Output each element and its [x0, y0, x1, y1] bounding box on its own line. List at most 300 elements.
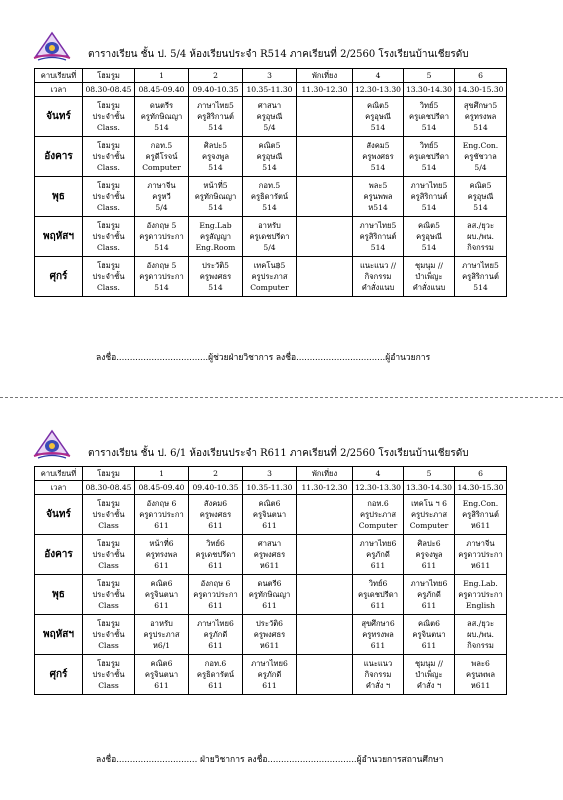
cell-line: ครูเดชปรีดา: [249, 232, 290, 241]
cell-line: พละ6: [471, 659, 490, 668]
cell-line: ภาษาไทย5: [359, 221, 397, 230]
day-name: พุธ: [35, 575, 83, 615]
lunch-cell: [297, 177, 353, 217]
day-row: [35, 217, 507, 257]
cell-line: ห514: [368, 203, 388, 212]
cell-line: 514: [154, 243, 169, 252]
cell-line: Computer: [409, 521, 449, 530]
cell-line: โฮมรูม: [97, 261, 120, 270]
class-cell: [135, 177, 189, 217]
class-cell: [135, 655, 189, 695]
cell-line: วิทย์5: [419, 141, 439, 150]
cell-line: ประจำชั้น: [92, 670, 125, 679]
cell-line: อังกฤษ 6: [200, 579, 231, 588]
cell-line: ครูพงศธร: [362, 152, 394, 161]
cell-line: ประจำชั้น: [92, 152, 125, 161]
cell-line: Class.: [97, 243, 120, 252]
class-cell: [353, 535, 404, 575]
cell-line: ประวัติ5: [201, 261, 229, 270]
cell-line: ครูอุษณี: [467, 192, 494, 201]
time-cell: 14.30-15.30: [455, 83, 507, 97]
cell-line: ผบ./พน.: [467, 630, 494, 639]
cell-line: คณิต5: [469, 181, 492, 190]
cell-line: 611: [370, 601, 386, 610]
cell-line: ครูสิริกานต์: [197, 112, 234, 121]
cell-line: โฮมรูม: [97, 181, 120, 190]
day-name: พฤหัสฯ: [35, 615, 83, 655]
cell-line: ครูดาวประกา: [139, 272, 184, 281]
cell-line: ครูสิริกานต์: [410, 192, 448, 201]
header-cell: 2: [189, 69, 243, 83]
lunch-cell: [297, 615, 353, 655]
day-name: อังคาร: [35, 535, 83, 575]
time-cell: 08.45-09.40: [135, 481, 189, 495]
class-cell: [353, 655, 404, 695]
cell-line: ชุมนุม //: [415, 659, 443, 668]
cell-line: 611: [208, 681, 223, 690]
time-cell: 09.40-10.35: [189, 83, 243, 97]
cell-line: 5/4: [474, 163, 487, 172]
time-cell: 13.30-14.30: [404, 481, 455, 495]
class-cell: [83, 257, 135, 297]
class-cell: [83, 495, 135, 535]
cell-line: แนะแนว: [363, 659, 393, 668]
lunch-cell: [297, 535, 353, 575]
cell-line: 514: [208, 123, 223, 132]
cell-line: หน้าที่5: [203, 181, 228, 190]
class-cell: [189, 217, 243, 257]
day-row: [35, 655, 507, 695]
header-cell: โฮมรูม: [83, 69, 135, 83]
cell-line: 611: [208, 561, 223, 570]
header-cell: 5: [404, 69, 455, 83]
class-cell: [455, 137, 507, 177]
cell-line: อังกฤษ 5: [146, 221, 177, 230]
class-cell: [243, 535, 297, 575]
class-cell: [404, 535, 455, 575]
cell-line: 611: [154, 561, 169, 570]
cell-line: ภาษาจีน: [466, 539, 495, 548]
cell-line: 514: [421, 203, 437, 212]
day-rows: [35, 495, 507, 695]
class-cell: [455, 535, 507, 575]
cell-line: โฮมรูม: [97, 221, 120, 230]
cell-line: Eng.Room: [195, 243, 236, 252]
cell-line: ครูดาวประกา: [458, 590, 503, 599]
cell-line: ห611: [259, 561, 280, 570]
timetable: [34, 466, 507, 695]
cell-line: กิจกรรม: [467, 243, 494, 252]
cell-line: วิทย์6: [368, 579, 388, 588]
header-cell: คาบเรียนที่: [35, 69, 83, 83]
cell-line: Eng.Lab.: [463, 579, 498, 588]
class-cell: [243, 575, 297, 615]
cell-line: ครูอุษณี: [416, 232, 442, 241]
cell-line: ครูเดชปรีดา: [409, 152, 449, 161]
cell-line: Computer: [250, 283, 289, 292]
cell-line: ครูดาวประกา: [458, 550, 503, 559]
cell-line: สุขศึกษา6: [361, 619, 395, 628]
cell-line: ประจำชั้น: [92, 272, 125, 281]
cut-line: [0, 397, 563, 398]
class-cell: [135, 97, 189, 137]
cell-line: สังคม6: [203, 499, 228, 508]
lunch-cell: [297, 137, 353, 177]
cell-line: คณิต6: [418, 619, 440, 628]
class-cell: [455, 495, 507, 535]
header-cell: 6: [455, 467, 507, 481]
cell-line: ห611: [470, 561, 491, 570]
cell-line: ครูชัชวาล: [464, 152, 497, 161]
cell-line: Class: [98, 601, 119, 610]
cell-line: โฮมรูม: [97, 499, 120, 508]
cell-line: Class.: [97, 283, 120, 292]
class-cell: [135, 137, 189, 177]
cell-line: ภาษาไทย5: [197, 101, 234, 110]
class-cell: [189, 137, 243, 177]
time-row: [35, 83, 507, 97]
header-cell: 5: [404, 467, 455, 481]
header-cell: 2: [189, 467, 243, 481]
cell-line: คณิต5: [367, 101, 389, 110]
cell-line: วิทย์6: [206, 539, 225, 548]
cell-line: ครูภักดี: [417, 590, 441, 599]
cell-line: คณิต5: [258, 141, 281, 150]
cell-line: ชุมนุม //: [415, 261, 443, 270]
cell-line: คำสั่ง ฯ: [416, 681, 442, 690]
header-cell: คาบเรียนที่: [35, 467, 83, 481]
cell-line: โฮมรูม: [97, 579, 120, 588]
cell-line: ครูนพพล: [363, 192, 393, 201]
cell-line: อาหรับ: [258, 221, 281, 230]
class-cell: [135, 535, 189, 575]
cell-line: ครูจงพูล: [415, 550, 443, 559]
class-cell: [455, 615, 507, 655]
class-cell: [189, 575, 243, 615]
class-cell: [243, 217, 297, 257]
header-cell: พักเที่ยง: [297, 467, 353, 481]
cell-line: ห6/1: [152, 641, 171, 650]
school-logo-icon: [32, 428, 72, 460]
cell-line: เทคโน ฯ 6: [411, 499, 447, 508]
cell-line: ครูประภาส: [359, 510, 397, 519]
cell-line: 611: [154, 601, 169, 610]
cell-line: ครูพงศธร: [199, 510, 232, 519]
class-cell: [455, 575, 507, 615]
cell-line: อาหรับ: [150, 619, 173, 628]
lunch-cell: [297, 257, 353, 297]
cell-line: ประจำชั้น: [92, 510, 125, 519]
class-cell: [353, 615, 404, 655]
cell-line: ดนตรีร: [149, 101, 174, 110]
cell-line: English: [466, 601, 495, 610]
class-cell: [135, 257, 189, 297]
cell-line: ประวัติ6: [255, 619, 283, 628]
class-cell: [404, 615, 455, 655]
cell-line: 514: [208, 163, 223, 172]
cell-line: ครูทรงพล: [145, 550, 178, 559]
cell-line: อังกฤษ 5: [146, 261, 177, 270]
cell-line: Class: [98, 681, 119, 690]
signature-line: ลงชื่อ..................................ผู้ช่วยฝ่ายวิชาการ ลงชื่อ.................................ผู้อำนวยการ: [96, 353, 431, 363]
class-cell: [455, 257, 507, 297]
cell-line: ครูประภาส: [251, 272, 288, 281]
cell-line: 514: [421, 123, 437, 132]
cell-line: ภาษาไทย6: [359, 539, 397, 548]
class-cell: [404, 97, 455, 137]
cell-line: Class: [98, 521, 119, 530]
cell-line: ครูจินตนา: [144, 670, 179, 679]
cell-line: กอท.5: [150, 141, 173, 150]
cell-line: Class.: [97, 163, 120, 172]
class-cell: [83, 575, 135, 615]
cell-line: 514: [208, 283, 223, 292]
cell-line: ครูเดชปรีดา: [195, 550, 236, 559]
cell-line: แนะแนว //: [359, 261, 397, 270]
day-row: [35, 257, 507, 297]
class-cell: [353, 495, 404, 535]
cell-line: ครูพงศธร: [199, 272, 232, 281]
cell-line: Eng.Lab: [199, 221, 232, 230]
cell-line: ครูประภาส: [143, 630, 180, 639]
cell-line: 514: [154, 123, 169, 132]
cell-line: ภาษาไทย6: [197, 619, 234, 628]
cell-line: โฮมรูม: [97, 539, 120, 548]
cell-line: ครูจงพูล: [202, 152, 229, 161]
class-cell: [353, 257, 404, 297]
class-cell: [189, 495, 243, 535]
class-cell: [353, 177, 404, 217]
day-name: พุธ: [35, 177, 83, 217]
cell-line: 611: [262, 601, 277, 610]
cell-line: โฮมรูม: [97, 659, 120, 668]
cell-line: ครูสิริกานต์: [462, 510, 499, 519]
time-cell: 08.30-08.45: [83, 83, 135, 97]
cell-line: Eng.Con.: [462, 499, 499, 508]
time-cell: 12.30-13.30: [353, 481, 404, 495]
class-cell: [135, 217, 189, 257]
cell-line: ครูสัญญา: [200, 232, 231, 241]
cell-line: ครูภักดี: [203, 630, 228, 639]
timetable: [34, 68, 507, 297]
cell-line: ครูทักษิณญา: [194, 192, 237, 201]
cell-line: Class.: [97, 203, 120, 212]
class-cell: [135, 495, 189, 535]
time-row: [35, 481, 507, 495]
cell-line: อังกฤษ 6: [146, 499, 177, 508]
cell-line: ศาสนา: [257, 101, 282, 110]
cell-line: ภาษาไทย5: [462, 261, 499, 270]
class-cell: [243, 655, 297, 695]
class-cell: [83, 97, 135, 137]
cell-line: คำสั่ง ฯ: [365, 681, 391, 690]
class-cell: [404, 575, 455, 615]
time-cell: 11.30-12.30: [297, 83, 353, 97]
day-row: [35, 97, 507, 137]
time-cell: 08.30-08.45: [83, 481, 135, 495]
cell-line: 611: [208, 521, 223, 530]
time-cell: 09.40-10.35: [189, 481, 243, 495]
header-cell: 4: [353, 467, 404, 481]
lunch-cell: [297, 575, 353, 615]
day-name: อังคาร: [35, 137, 83, 177]
cell-line: 611: [262, 521, 277, 530]
cell-line: ศิลปะ6: [417, 539, 441, 548]
period-header-row: [35, 69, 507, 83]
signature-line: ลงชื่อ.............................. ฝ่ายวิชาการ ลงชื่อ.................................ผู้อำนวยการสถานศึกษา: [96, 755, 444, 765]
cell-line: ห611: [470, 521, 491, 530]
cell-line: บำเพ็ญะ: [415, 272, 443, 281]
cell-line: คำสั่งแนบ: [361, 283, 395, 292]
class-cell: [243, 97, 297, 137]
class-cell: [83, 137, 135, 177]
cell-line: ครูทักษิณญา: [248, 590, 291, 599]
header-cell: 3: [243, 69, 297, 83]
cell-line: คำสั่งแนบ: [412, 283, 446, 292]
header-cell: 1: [135, 69, 189, 83]
day-row: [35, 137, 507, 177]
class-cell: [455, 655, 507, 695]
cell-line: คณิต6: [150, 659, 173, 668]
cell-line: หน้าที่6: [149, 539, 174, 548]
cell-line: 514: [154, 283, 169, 292]
cell-line: ประจำชั้น: [92, 630, 125, 639]
time-cell: 13.30-14.30: [404, 83, 455, 97]
cell-line: ครูจินตนา: [252, 510, 287, 519]
cell-line: ครูทรงพล: [362, 630, 394, 639]
cell-line: ประจำชั้น: [92, 590, 125, 599]
header-cell: โฮมรูม: [83, 467, 135, 481]
cell-line: 611: [154, 681, 169, 690]
cell-line: 514: [370, 243, 386, 252]
cell-line: 611: [208, 601, 223, 610]
cell-line: ครูสิริกานต์: [462, 272, 499, 281]
cell-line: เทคโน฿5: [253, 261, 286, 270]
class-cell: [455, 97, 507, 137]
class-cell: [135, 575, 189, 615]
class-cell: [243, 137, 297, 177]
cell-line: ครูพงศธร: [253, 630, 286, 639]
cell-line: ครูประภาส: [410, 510, 448, 519]
time-cell: 11.30-12.30: [297, 481, 353, 495]
day-name: ศุกร์: [35, 655, 83, 695]
cell-line: ครูภักดี: [366, 550, 390, 559]
cell-line: 611: [154, 521, 169, 530]
class-cell: [404, 217, 455, 257]
cell-line: ผบ./พน.: [467, 232, 494, 241]
school-logo-icon: [32, 30, 72, 62]
lunch-cell: [297, 655, 353, 695]
cell-line: ห611: [470, 681, 491, 690]
cell-line: กอท.5: [258, 181, 281, 190]
class-cell: [404, 137, 455, 177]
cell-line: 514: [262, 203, 277, 212]
header-cell: 6: [455, 69, 507, 83]
class-cell: [83, 615, 135, 655]
day-row: [35, 495, 507, 535]
class-cell: [135, 615, 189, 655]
cell-line: 5/4: [263, 243, 276, 252]
cell-line: ครูจินตนา: [144, 590, 179, 599]
class-cell: [243, 257, 297, 297]
cell-line: ครูอุษณี: [256, 152, 283, 161]
cell-line: ห611: [259, 641, 280, 650]
cell-line: Computer: [142, 163, 181, 172]
cell-line: กอท.6: [367, 499, 389, 508]
cell-line: ครูทักษิณญา: [140, 112, 183, 121]
cell-line: ครูจินตนา: [412, 630, 446, 639]
cell-line: ครูธิดารัตน์: [196, 670, 235, 679]
time-cell: 10.35-11.30: [243, 83, 297, 97]
class-cell: [455, 177, 507, 217]
class-cell: [189, 177, 243, 217]
cell-line: 611: [421, 601, 437, 610]
cell-line: ครูนพพล: [465, 670, 495, 679]
cell-line: 611: [370, 641, 386, 650]
cell-line: ประจำชั้น: [92, 550, 125, 559]
cell-line: Class: [98, 561, 119, 570]
cell-line: 514: [370, 163, 386, 172]
lunch-cell: [297, 495, 353, 535]
cell-line: ดนตรี6: [257, 579, 282, 588]
cell-line: ครูภักดี: [257, 670, 282, 679]
lunch-cell: [297, 217, 353, 257]
class-cell: [189, 97, 243, 137]
class-cell: [404, 655, 455, 695]
class-cell: [353, 575, 404, 615]
time-cell: 08.45-09.40: [135, 83, 189, 97]
cell-line: 514: [473, 283, 488, 292]
cell-line: ครูดีโรจน์: [145, 152, 178, 161]
class-cell: [189, 615, 243, 655]
cell-line: คณิต5: [418, 221, 440, 230]
day-name: จันทร์: [35, 97, 83, 137]
cell-line: ประจำชั้น: [92, 232, 125, 241]
cell-line: วิทย์5: [419, 101, 439, 110]
cell-line: 514: [370, 123, 386, 132]
cell-line: กิจกรรม: [467, 641, 494, 650]
class-cell: [243, 615, 297, 655]
time-cell: เวลา: [35, 83, 83, 97]
cell-line: 611: [370, 561, 386, 570]
cell-line: กิจกรรม: [364, 670, 392, 679]
class-cell: [83, 655, 135, 695]
cell-line: กอท.6: [204, 659, 227, 668]
cell-line: 514: [473, 123, 488, 132]
cell-line: ครูธิดารัตน์: [250, 192, 289, 201]
cell-line: 611: [262, 681, 277, 690]
day-name: ศุกร์: [35, 257, 83, 297]
day-row: [35, 177, 507, 217]
cell-line: กิจกรรม: [364, 272, 392, 281]
class-cell: [189, 655, 243, 695]
class-cell: [189, 257, 243, 297]
cell-line: Computer: [358, 521, 398, 530]
period-header-row: [35, 467, 507, 481]
cell-line: พละ5: [368, 181, 388, 190]
class-cell: [353, 217, 404, 257]
cell-line: ภาษาไทย6: [251, 659, 288, 668]
cell-line: ครูดาวประกา: [139, 232, 184, 241]
class-cell: [404, 495, 455, 535]
cell-line: ประจำชั้น: [92, 192, 125, 201]
day-row: [35, 615, 507, 655]
header-cell: 1: [135, 467, 189, 481]
schedule-title: ตารางเรียน ชั้น ป. 6/1 ห้องเรียนประจำ R611 ภาคเรียนที่ 2/2560 โรงเรียนบ้านเชียรดับ: [88, 448, 469, 459]
day-rows: [35, 97, 507, 297]
cell-line: ภาษาไทย5: [410, 181, 448, 190]
cell-line: 611: [421, 641, 437, 650]
